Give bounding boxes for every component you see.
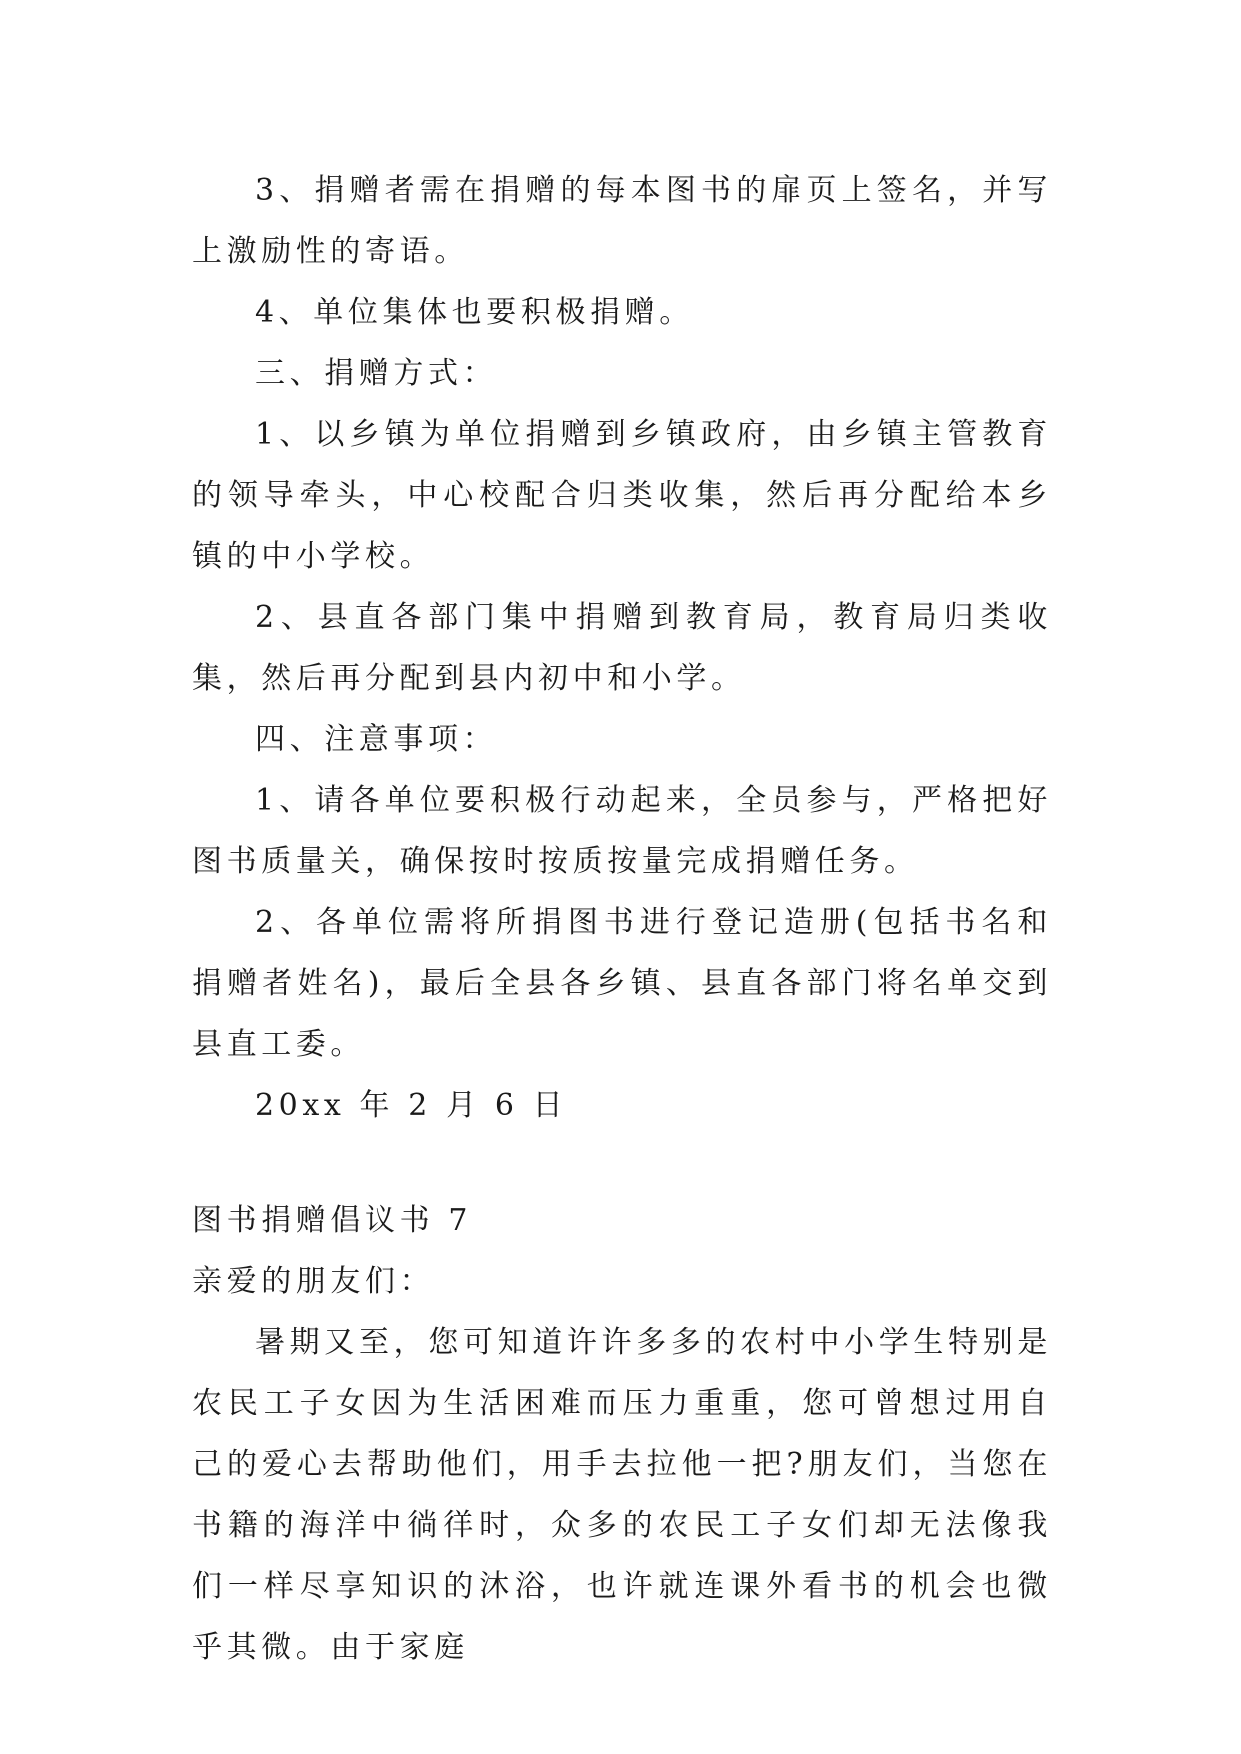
document-date: 20xx 年 2 月 6 日 <box>255 1088 568 1123</box>
paragraph-note-2: 2、各单位需将所捐图书进行登记造册(包括书名和捐赠者姓名)，最后全县各乡镇、县直各部门将名单交到县直工委。 <box>192 905 1052 1062</box>
heading-notes: 四、注意事项： <box>255 722 498 757</box>
paragraph-method-1: 1、以乡镇为单位捐赠到乡镇政府，由乡镇主管教育的领导牵头，中心校配合归类收集，然后再分配给本乡镇的中小学校。 <box>192 417 1052 574</box>
paragraph-method-2: 2、县直各部门集中捐赠到教育局，教育局归类收集，然后再分配到县内初中和小学。 <box>192 600 1052 696</box>
document-title: 图书捐赠倡议书 7 <box>192 1203 473 1238</box>
document-page <box>192 160 1052 1678</box>
paragraph-item-4: 4、单位集体也要积极捐赠。 <box>255 295 694 330</box>
heading-donation-method: 三、捐赠方式： <box>255 356 498 391</box>
body-paragraph: 暑期又至，您可知道许许多多的农村中小学生特别是农民工子女因为生活困难而压力重重，您可曾想过用自己的爱心去帮助他们，用手去拉他一把?朋友们，当您在书籍的海洋中徜徉时，众多的农民工子女们却无法像我们一样尽享知识的沐浴，也许就连课外看书的机会也微乎其微。由于家庭 <box>192 1325 1052 1665</box>
paragraph-item-3: 3、捐赠者需在捐赠的每本图书的扉页上签名，并写上激励性的寄语。 <box>192 173 1052 269</box>
section-spacer <box>192 1136 1052 1190</box>
greeting: 亲爱的朋友们： <box>192 1264 435 1299</box>
paragraph-note-1: 1、请各单位要积极行动起来，全员参与，严格把好图书质量关，确保按时按质按量完成捐赠任务。 <box>192 783 1052 879</box>
